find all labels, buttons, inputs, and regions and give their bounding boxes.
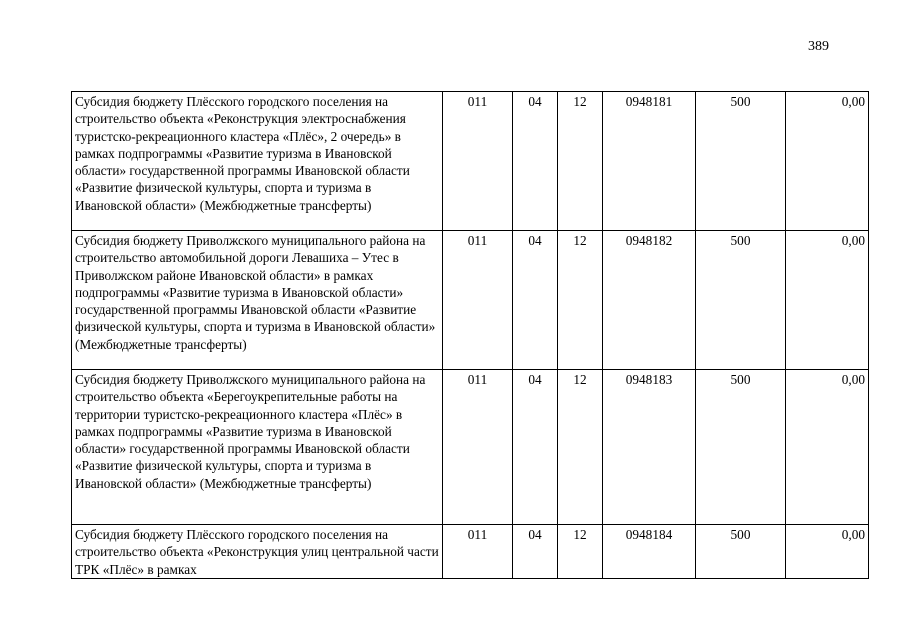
ministry-code-cell: 011 — [443, 92, 513, 231]
expense-type-cell: 500 — [696, 370, 786, 525]
table-row — [72, 370, 869, 525]
section-code-cell: 04 — [513, 525, 558, 579]
budget-table — [71, 91, 869, 579]
ministry-code-cell: 011 — [443, 231, 513, 370]
amount-cell: 0,00 — [786, 92, 869, 231]
target-article-cell: 0948182 — [603, 231, 696, 370]
subsection-code-cell: 12 — [558, 370, 603, 525]
target-article-cell: 0948183 — [603, 370, 696, 525]
subsection-code-cell: 12 — [558, 525, 603, 579]
description-cell: Субсидия бюджету Плёсского городского поселения на строительство объекта «Реконструкция улиц центральной части ТРК «Плёс» в рамках — [72, 525, 443, 579]
description-cell: Субсидия бюджету Плёсского городского поселения на строительство объекта «Реконструкция электроснабжения туристско-рекреационного кластера «Плёс», 2 очередь» в рамках подпрограммы «Развитие туризма в Ивановской области» государственной программы Ивановской области «Развитие физической культуры, спорта и туризма в Ивановской области» (Межбюджетные трансферты) — [72, 92, 443, 231]
description-cell: Субсидия бюджету Приволжского муниципального района на строительство автомобильной дороги Левашиха – Утес в Приволжском районе Ивановской области» в рамках подпрограммы «Развитие туризма в Ивановской области» государственной программы Ивановской области «Развитие физической культуры, спорта и туризма в Ивановской области» (Межбюджетные трансферты) — [72, 231, 443, 370]
section-code-cell: 04 — [513, 370, 558, 525]
ministry-code-cell: 011 — [443, 525, 513, 579]
description-cell: Субсидия бюджету Приволжского муниципального района на строительство объекта «Берегоукрепительные работы на территории туристско-рекреационного кластера «Плёс» в рамках подпрограммы «Развитие туризма в Ивановской области» государственной программы Ивановской области «Развитие физической культуры, спорта и туризма в Ивановской области» (Межбюджетные трансферты) — [72, 370, 443, 525]
ministry-code-cell: 011 — [443, 370, 513, 525]
subsection-code-cell: 12 — [558, 92, 603, 231]
expense-type-cell: 500 — [696, 525, 786, 579]
page-number: 389 — [808, 39, 829, 54]
section-code-cell: 04 — [513, 231, 558, 370]
table-row — [72, 231, 869, 370]
table-row — [72, 92, 869, 231]
amount-cell: 0,00 — [786, 525, 869, 579]
amount-cell: 0,00 — [786, 370, 869, 525]
target-article-cell: 0948184 — [603, 525, 696, 579]
section-code-cell: 04 — [513, 92, 558, 231]
table-row — [72, 525, 869, 579]
expense-type-cell: 500 — [696, 231, 786, 370]
subsection-code-cell: 12 — [558, 231, 603, 370]
expense-type-cell: 500 — [696, 92, 786, 231]
target-article-cell: 0948181 — [603, 92, 696, 231]
amount-cell: 0,00 — [786, 231, 869, 370]
